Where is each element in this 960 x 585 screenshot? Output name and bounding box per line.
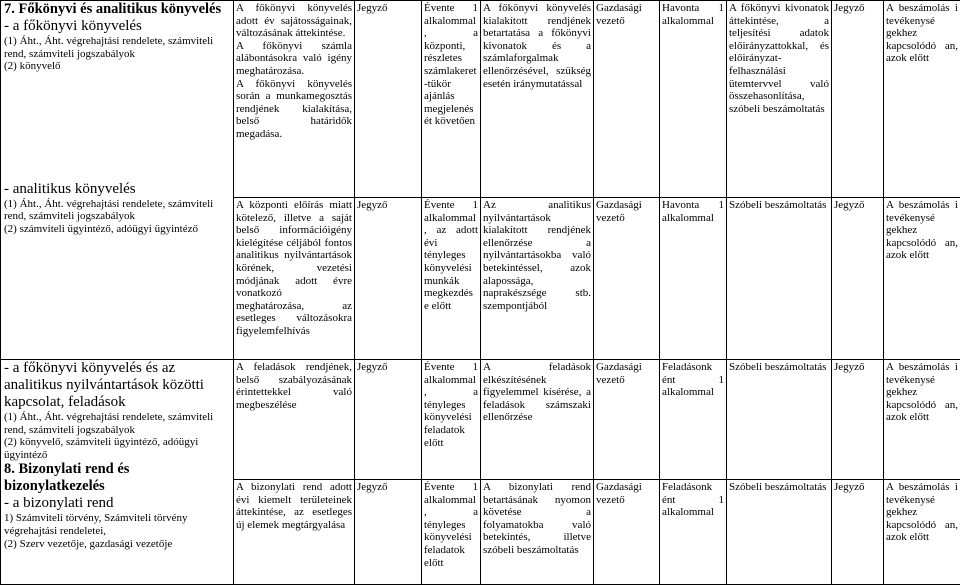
report-timing-cell: A beszámolás i tevékenysé gekhez kapcsolódó an, azok előtt — [884, 1, 960, 198]
responsible-cell: Jegyző — [355, 198, 422, 360]
process-cell — [1, 360, 234, 585]
responsible-text: (2) könyvelő, számviteli ügyintéző, adóügyi ügyintéző — [4, 436, 230, 461]
monitor-frequency-cell: Feladásonk ént 1 alkalommal — [660, 480, 727, 585]
regulation-text: (1) Áht., Áht. végrehajtási rendelete, számviteli rend, számviteli jogszabályok — [4, 411, 230, 436]
topic-title: - a főkönyvi könyvelés — [4, 18, 230, 35]
control-activity-cell: A központi előírás miatt kötelező, illetve a saját belső információigény kielégítése céljából fontos analitikus nyilvántartások körének, vezetési módjának adott évre vonatkozó meghatározása, az esetleges változásokra figyelemfelhívás — [234, 198, 355, 360]
table-row — [1, 360, 960, 480]
report-to-cell: Jegyző — [832, 360, 884, 480]
reporting-cell: Szóbeli beszámoltatás — [727, 360, 832, 480]
monitoring-cell: Az analitikus nyilvántartások kialakított rendjének ellenőrzése a nyilvántartásokba való betekintéssel, azok alapossága, naprakészsége stb. szempontjából — [481, 198, 594, 360]
frequency-cell: Évente 1 alkalommal , a tényleges könyvelési feladatok előtt — [422, 480, 481, 585]
monitoring-cell: A főkönyvi könyvelés kialakított rendjének betartatása a főkönyvi kivonatok és a számlaforgalmak ellenőrzésével, szükség esetén iránymutatással — [481, 1, 594, 198]
table-row — [1, 1, 960, 198]
report-to-cell: Jegyző — [832, 1, 884, 198]
process-cell — [1, 1, 234, 360]
responsible-cell: Jegyző — [355, 360, 422, 480]
report-timing-cell: A beszámolás i tevékenysé gekhez kapcsolódó an, azok előtt — [884, 198, 960, 360]
regulation-text: (1) Áht., Áht. végrehajtási rendelete, számviteli rend, számviteli jogszabályok — [4, 35, 230, 60]
frequency-cell: Évente 1 alkalommal , az adott évi tényleges könyvelési munkák megkezdés e előtt — [422, 198, 481, 360]
report-to-cell: Jegyző — [832, 480, 884, 585]
monitoring-cell: A bizonylati rend betartásának nyomon követése a folyamatokba való betekintés, illetve szóbeli beszámoltatás — [481, 480, 594, 585]
regulation-text: 1) Számviteli törvény, Számviteli törvény végrehajtási rendeletei, — [4, 512, 230, 537]
report-timing-cell: A beszámolás i tevékenysé gekhez kapcsolódó an, azok előtt — [884, 360, 960, 480]
monitoring-cell: A feladások elkészítésének figyelemmel kísérése, a feladások számszaki ellenőrzése — [481, 360, 594, 480]
reporting-cell: A főkönyvi kivonatok áttekintése, a teljesítési adatok előirányzattokkal, és előirányzat-felhasználási ütemtervvel való összehasonlítása, szóbeli beszámoltatás — [727, 1, 832, 198]
monitor-responsible-cell: Gazdasági vezető — [594, 360, 660, 480]
responsible-cell: Jegyző — [355, 1, 422, 198]
frequency-cell: Évente 1 alkalommal , a tényleges könyvelési feladatok előtt — [422, 360, 481, 480]
monitor-frequency-cell: Havonta 1 alkalommal — [660, 1, 727, 198]
report-to-cell: Jegyző — [832, 198, 884, 360]
topic-title: - analitikus könyvelés — [4, 181, 230, 198]
topic-title: - a bizonylati rend — [4, 495, 230, 512]
responsible-cell: Jegyző — [355, 480, 422, 585]
monitor-responsible-cell: Gazdasági vezető — [594, 198, 660, 360]
reporting-cell: Szóbeli beszámoltatás — [727, 480, 832, 585]
report-timing-cell: A beszámolás i tevékenysé gekhez kapcsolódó an, azok előtt — [884, 480, 960, 585]
reporting-cell: Szóbeli beszámoltatás — [727, 198, 832, 360]
section-title: 7. Főkönyvi és analitikus könyvelés — [4, 1, 230, 18]
responsible-text: (2) számviteli ügyintéző, adóügyi ügyintéző — [4, 223, 230, 236]
control-activity-cell: A feladások rendjének, belső szabályozásának érintettekkel való megbeszélése — [234, 360, 355, 480]
control-activity-cell: A főkönyvi könyvelés adott év sajátosságainak, változásának áttekintése. A főkönyvi számla alábontásokra való igény meghatározása. A főkönyvi könyvelés során a munkamegosztás rendjének kialakítása, belső határidők megadása. — [234, 1, 355, 198]
monitor-frequency-cell: Feladásonk ént 1 alkalommal — [660, 360, 727, 480]
control-activity-cell: A bizonylati rend adott évi kiemelt területeinek áttekintése, az esetleges új elemek megtárgyalása — [234, 480, 355, 585]
regulation-text: (1) Áht., Áht. végrehajtási rendelete, számviteli rend, számviteli jogszabályok — [4, 198, 230, 223]
monitor-responsible-cell: Gazdasági vezető — [594, 1, 660, 198]
frequency-cell: Évente 1 alkalommal , a központi, részletes számlakeret -tükör ajánlás megjelenés ét követően — [422, 1, 481, 198]
monitor-responsible-cell: Gazdasági vezető — [594, 480, 660, 585]
section-title: 8. Bizonylati rend és bizonylatkezelés — [4, 461, 230, 495]
responsible-text: (2) könyvelő — [4, 60, 230, 73]
responsible-text: (2) Szerv vezetője, gazdasági vezetője — [4, 538, 230, 551]
monitor-frequency-cell: Havonta 1 alkalommal — [660, 198, 727, 360]
topic-title: - a főkönyvi könyvelés és az analitikus nyilvántartások közötti kapcsolat, feladások — [4, 360, 230, 411]
